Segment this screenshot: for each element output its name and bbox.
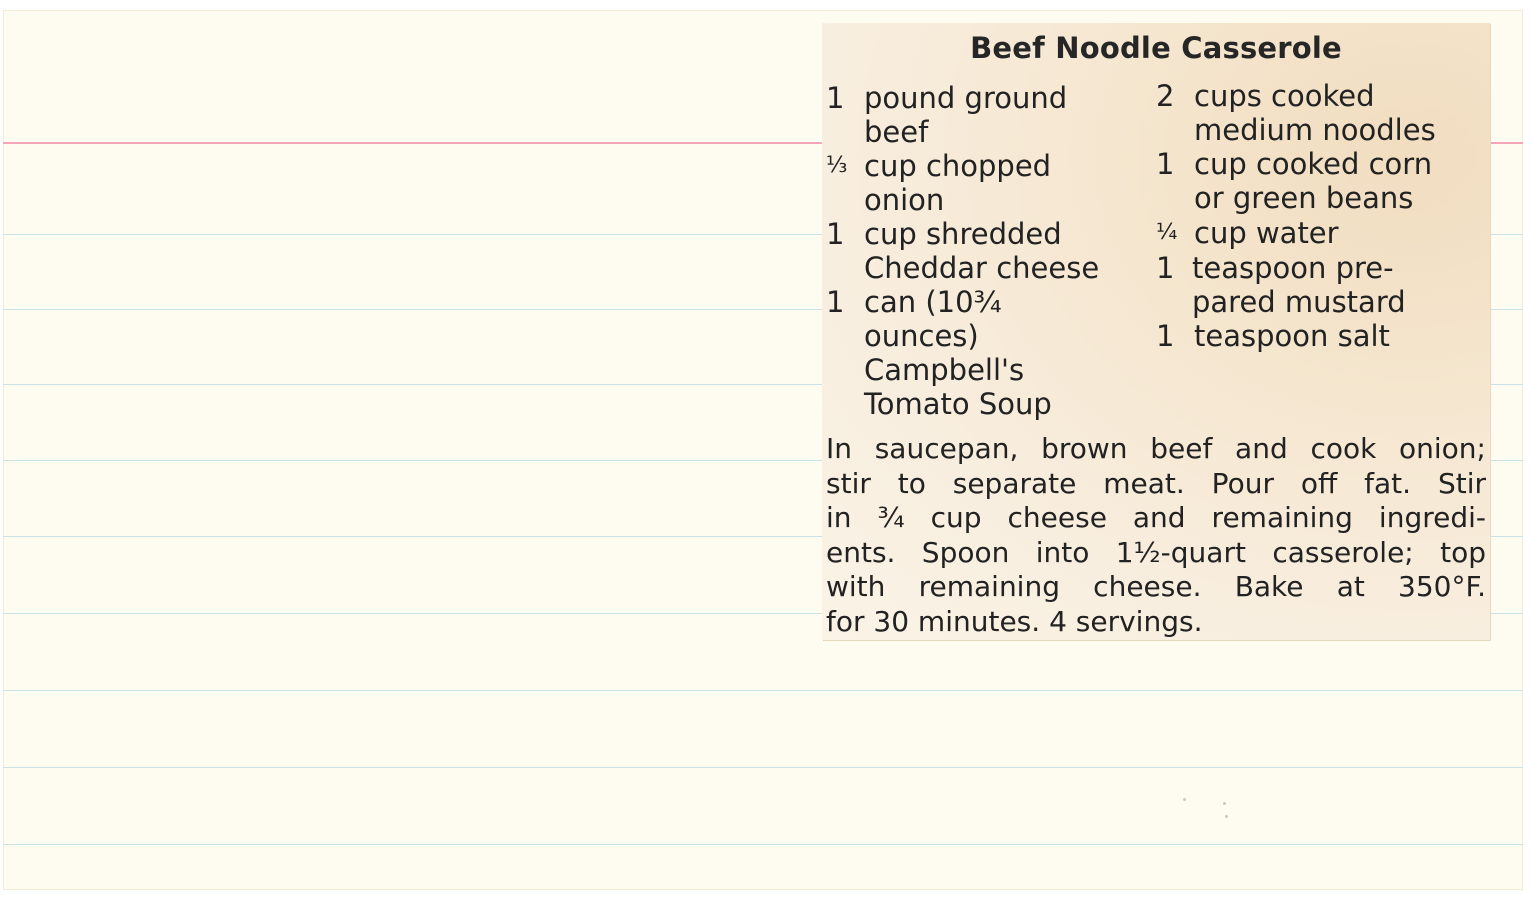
ingredient-qty: 1 — [826, 81, 845, 115]
ingredient-item — [826, 149, 1146, 183]
ingredient-qty: 1 — [1156, 319, 1175, 353]
paper-speck — [1183, 798, 1186, 801]
ruled-line — [3, 767, 1523, 768]
ingredient-text: cup water — [1194, 216, 1339, 250]
paper-speck — [1225, 815, 1228, 818]
ingredient-text: ounces) — [864, 319, 979, 353]
method-line: ents. Spoon into 1½-quart casserole; top — [826, 535, 1486, 569]
recipe-clipping — [822, 23, 1490, 640]
ingredient-text: cup chopped — [864, 149, 1052, 183]
ingredient-text: cups cooked — [1194, 79, 1375, 113]
recipe-title: Beef Noodle Casserole — [970, 31, 1342, 65]
ingredient-qty: 1 — [826, 285, 845, 319]
ingredient-text: pound ground — [864, 81, 1068, 115]
ingredient-qty: 2 — [1156, 79, 1175, 113]
ingredient-item — [1156, 79, 1486, 113]
method-line: with remaining cheese. Bake at 350°F. — [826, 570, 1486, 603]
ingredient-item — [1156, 251, 1486, 285]
ingredient-text: Campbell's — [864, 353, 1025, 387]
ruled-line — [3, 690, 1523, 691]
ingredient-text: medium noodles — [1194, 113, 1436, 147]
ingredient-qty: ⅓ — [826, 153, 848, 178]
ingredient-qty: 1 — [1156, 251, 1175, 285]
ingredient-item — [1156, 319, 1486, 353]
ingredient-item — [826, 217, 1146, 251]
ingredient-text: cup cooked corn — [1194, 147, 1433, 181]
method-line: for 30 minutes. 4 servings. — [826, 604, 1203, 638]
ingredient-text: Cheddar cheese — [864, 251, 1100, 285]
paper-speck — [1223, 802, 1226, 805]
ingredient-text: pared mustard — [1192, 285, 1406, 319]
ruled-line — [3, 844, 1523, 845]
ingredient-item — [1156, 216, 1486, 250]
ingredient-text: beef — [864, 115, 929, 149]
ingredient-text: onion — [864, 183, 945, 217]
ingredient-item — [826, 285, 1146, 319]
ingredient-text: teaspoon pre- — [1192, 251, 1394, 285]
ingredient-item — [1156, 147, 1486, 181]
ingredient-text: can (10¾ — [864, 285, 1002, 319]
ingredient-text: Tomato Soup — [864, 387, 1052, 421]
ingredient-item — [826, 81, 1146, 115]
ingredient-text: teaspoon salt — [1194, 319, 1390, 353]
ingredient-qty: 1 — [1156, 147, 1175, 181]
ingredient-qty: ¼ — [1156, 220, 1178, 245]
method-line: In saucepan, brown beef and cook onion; — [826, 432, 1486, 465]
recipe-method — [826, 432, 1486, 639]
method-line: in ¾ cup cheese and remaining ingredi- — [826, 501, 1486, 534]
ingredient-text: or green beans — [1194, 181, 1414, 215]
method-line: stir to separate meat. Pour off fat. Stir — [826, 466, 1486, 500]
ingredient-text: cup shredded — [864, 217, 1062, 251]
ingredient-qty: 1 — [826, 217, 845, 251]
